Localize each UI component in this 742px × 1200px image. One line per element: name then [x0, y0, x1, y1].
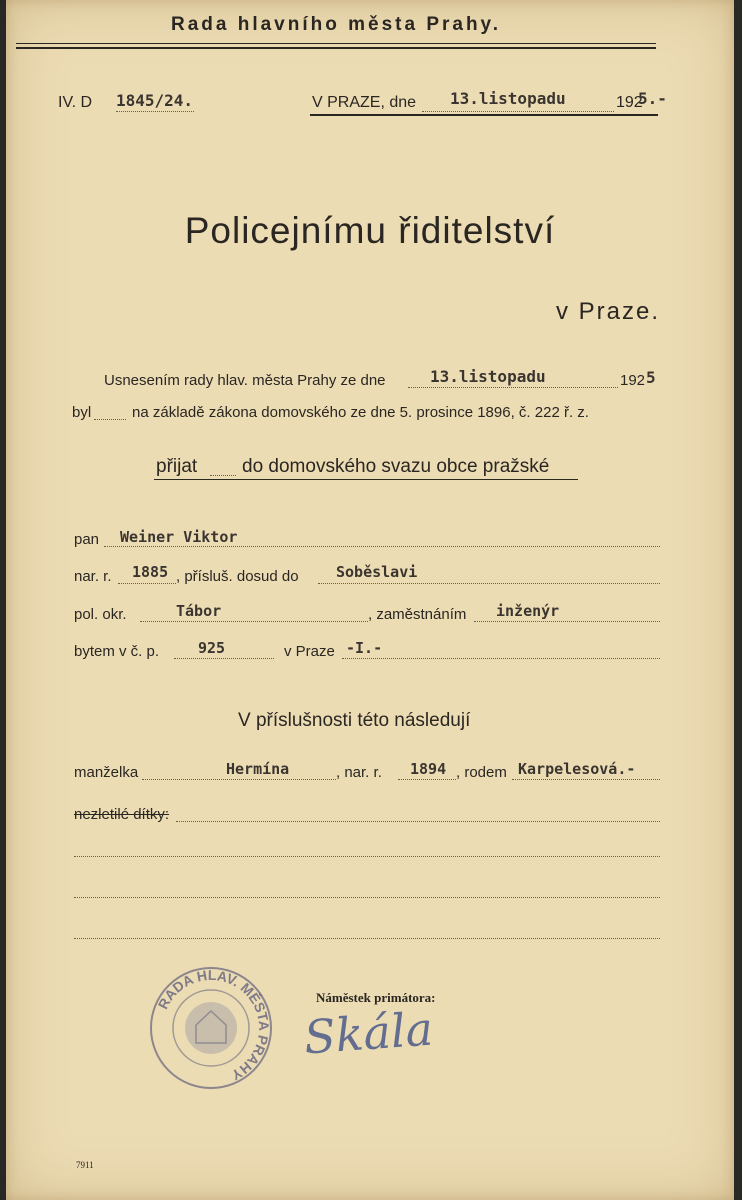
residence-label: bytem v č. p.: [74, 643, 160, 660]
reference-number: 1845/24.: [116, 91, 194, 110]
house-number: 925: [198, 639, 226, 657]
occupation-line: [474, 621, 660, 622]
dependants-heading: V příslušnosti této následují: [238, 710, 471, 731]
reference-rule: [310, 114, 658, 116]
spouse-name: Hermína: [226, 760, 290, 778]
district-label: pol. okr.: [74, 606, 127, 623]
city-label: v Praze: [284, 643, 335, 660]
admission-rule: [154, 479, 578, 480]
signature-label: Náměstek primátora:: [316, 990, 436, 1005]
reference-date: 13.listopadu: [450, 89, 566, 108]
resolution-text: Usnesením rady hlav. města Prahy ze dne: [104, 372, 386, 389]
resolution-year-prefix: 192: [620, 372, 646, 389]
pan-label: pan: [74, 531, 100, 548]
council-header: Rada hlavního města Prahy.: [170, 14, 501, 35]
house-number-line: [174, 658, 274, 659]
district-line: [140, 621, 368, 622]
district: Tábor: [176, 602, 222, 620]
spouse-born-line: [398, 779, 456, 780]
person-name: Weiner Viktor: [120, 528, 238, 546]
resolution-byl: byl: [72, 404, 92, 421]
children-line-2: [74, 856, 660, 857]
reference-year-prefix: 192: [616, 94, 643, 111]
spouse-name-line: [142, 779, 336, 780]
maiden-label: , rodem: [456, 764, 507, 781]
reference-prefix: IV. D: [58, 94, 93, 111]
resolution-date: 13.listopadu: [430, 367, 546, 386]
children-line-3: [74, 897, 660, 898]
resolution-year-suffix: 5: [646, 368, 656, 387]
reference-number-line: [116, 111, 194, 112]
admission-status-line: [210, 475, 236, 476]
document-page: [6, 0, 734, 1200]
occupation-label: , zaměstnáním: [368, 606, 467, 623]
belongs-place-line: [318, 583, 660, 584]
occupation: inženýr: [496, 602, 560, 620]
date-line: [422, 111, 614, 112]
stamp-text: RADA HLAV. MĚSTA PRAHY: [154, 966, 273, 1084]
spouse-born-year: 1894: [410, 760, 447, 778]
header-rule-bottom: [16, 47, 656, 49]
spouse-label: manželka: [74, 764, 139, 781]
resolution-law-text: na základě zákona domovského ze dne 5. prosince 1896, č. 222 ř. z.: [132, 404, 589, 421]
admission-status: přijat: [156, 456, 198, 477]
children-line-1: [176, 821, 660, 822]
form-number: 7911: [76, 1160, 94, 1170]
maiden-line: [512, 779, 660, 780]
signature: Skála: [302, 1001, 435, 1065]
reference-year-suffix: 5.-: [638, 89, 667, 108]
belongs-place: Soběslavi: [336, 563, 418, 581]
admission-text: do domovského svazu obce pražské: [242, 456, 550, 477]
addressee-place: v Praze.: [555, 298, 660, 325]
name-line: [104, 546, 660, 547]
born-label: nar. r.: [74, 568, 112, 585]
resolution-byl-line: [94, 419, 126, 420]
belongs-label: , přísluš. dosud do: [176, 568, 299, 585]
city-council-stamp: [148, 965, 274, 1091]
resolution-date-line: [408, 387, 618, 388]
addressee-heading: Policejnímu řiditelství: [184, 210, 556, 251]
born-year-line: [118, 583, 176, 584]
spouse-born-label: , nar. r.: [336, 764, 382, 781]
city-part: -I.-: [346, 639, 383, 657]
place-date-prefix: V PRAZE, dne: [312, 94, 417, 111]
maiden-name: Karpelesová.-: [518, 760, 636, 778]
born-year: 1885: [132, 563, 169, 581]
header-rule-top: [16, 43, 656, 44]
children-line-4: [74, 938, 660, 939]
city-line: [342, 658, 660, 659]
children-label: nezletilé dítky:: [74, 806, 170, 823]
